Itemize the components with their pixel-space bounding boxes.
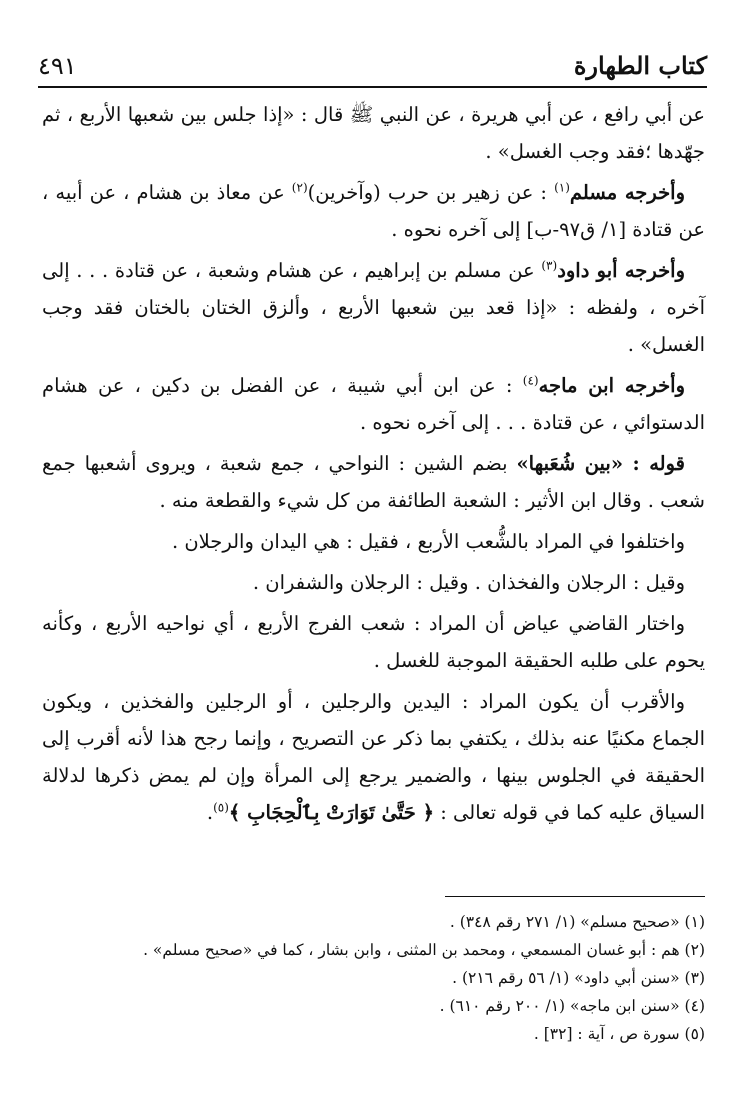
- paragraph-text: عن أبي رافع ، عن أبي هريرة ، عن النبي ﷺ قال : «إذا جلس بين شعبها الأربع ، ثم جهّدها ؛فقد وجب الغسل» .: [42, 103, 705, 163]
- paragraph: [42, 564, 705, 601]
- paragraph: [42, 523, 705, 560]
- paragraph-lead: قوله : «بين شُعَبها»: [516, 452, 685, 475]
- footnote-divider: [445, 896, 705, 897]
- paragraph-text: عن معاذ بن هشام ، عن أبيه ، عن قتادة [١/ ق٩٧-ب] إلى آخره نحوه .: [42, 181, 705, 241]
- paragraph: [42, 445, 705, 519]
- paragraph-lead: وأخرجه مسلم: [569, 181, 685, 204]
- paragraph: [42, 605, 705, 679]
- paragraph: [42, 367, 705, 441]
- paragraph-lead: وأخرجه ابن ماجه: [538, 374, 685, 397]
- paragraph: [42, 96, 705, 170]
- footnote-ref[interactable]: (٤): [522, 373, 539, 388]
- footnote-ref[interactable]: (١): [554, 180, 570, 195]
- main-text: [42, 96, 705, 835]
- paragraph: [42, 683, 705, 831]
- footnote-ref[interactable]: (٥): [213, 800, 229, 815]
- paragraph-lead: وأخرجه أبو داود: [557, 259, 685, 282]
- footnote: (٢) هم : أبو غسان المسمعي ، ومحمد بن المثنى ، وابن بشار ، كما في «صحيح مسلم» .: [143, 941, 705, 959]
- footnote-ref[interactable]: (٢): [291, 180, 308, 195]
- paragraph-text: .: [206, 801, 214, 824]
- footnote-ref[interactable]: (٣): [541, 258, 558, 273]
- page-number: ٤٩١: [38, 52, 77, 80]
- paragraph: [42, 252, 705, 363]
- paragraph-text: بضم الشين : النواحي ، جمع شعبة ، ويروى أشعبها جمع شعب . وقال ابن الأثير : الشعبة الطائفة من كل شيء والقطعة منه .: [42, 452, 705, 512]
- footnotes: [42, 908, 705, 1048]
- footnote: (٣) «سنن أبي داود» (١/ ٥٦ رقم ٢١٦) .: [452, 969, 705, 987]
- paragraph-text: واختلفوا في المراد بالشُّعب الأربع ، فقيل : هي اليدان والرجلان .: [171, 530, 685, 553]
- paragraph-text: : عن ابن أبي شيبة ، عن الفضل بن دكين ، عن هشام الدستوائي ، عن قتادة . . . إلى آخره نحوه .: [42, 374, 705, 434]
- footnote: (٥) سورة ص ، آية : [٣٢] .: [533, 1025, 705, 1043]
- quran-verse: ﴿ حَتَّىٰ تَوَارَتْ بِٱلْحِجَابِ ﴾: [228, 801, 435, 824]
- paragraph-text: : عن زهير بن حرب (وآخرين): [307, 181, 555, 204]
- footnote: (٤) «سنن ابن ماجه» (١/ ٢٠٠ رقم ٦١٠) .: [439, 997, 705, 1015]
- paragraph: [42, 174, 705, 248]
- footnote: (١) «صحيح مسلم» (١/ ٢٧١ رقم ٣٤٨) .: [449, 913, 705, 931]
- paragraph-text: واختار القاضي عياض أن المراد : شعب الفرج الأربع ، أي نواحيه الأربع ، وكأنه يحوم على طلبه الحقيقة الموجبة للغسل .: [42, 612, 705, 672]
- paragraph-text: وقيل : الرجلان والفخذان . وقيل : الرجلان والشفران .: [252, 571, 685, 594]
- chapter-title: كتاب الطهارة: [573, 51, 707, 80]
- paragraph-text: عن مسلم بن إبراهيم ، عن هشام وشعبة ، عن قتادة . . . إلى آخره ، ولفظه : «إذا قعد بين شعبها الأربع ، وألزق الختان بالختان فقد وجب الغسل» .: [42, 259, 705, 356]
- page-header: [38, 40, 707, 88]
- paragraph-text: والأقرب أن يكون المراد : اليدين والرجلين ، أو الرجلين والفخذين ، ويكون الجماع مكنيًا عنه بذلك ، يكتفي بما ذكر عن التصريح ، وإنما رجح هذا لأنه أقرب إلى الحقيقة في الجلوس بينها ، والضمير يرجع إلى المرأة وإن لم يمض ذكرها لدلالة السياق عليه كما في قوله تعالى :: [42, 690, 705, 824]
